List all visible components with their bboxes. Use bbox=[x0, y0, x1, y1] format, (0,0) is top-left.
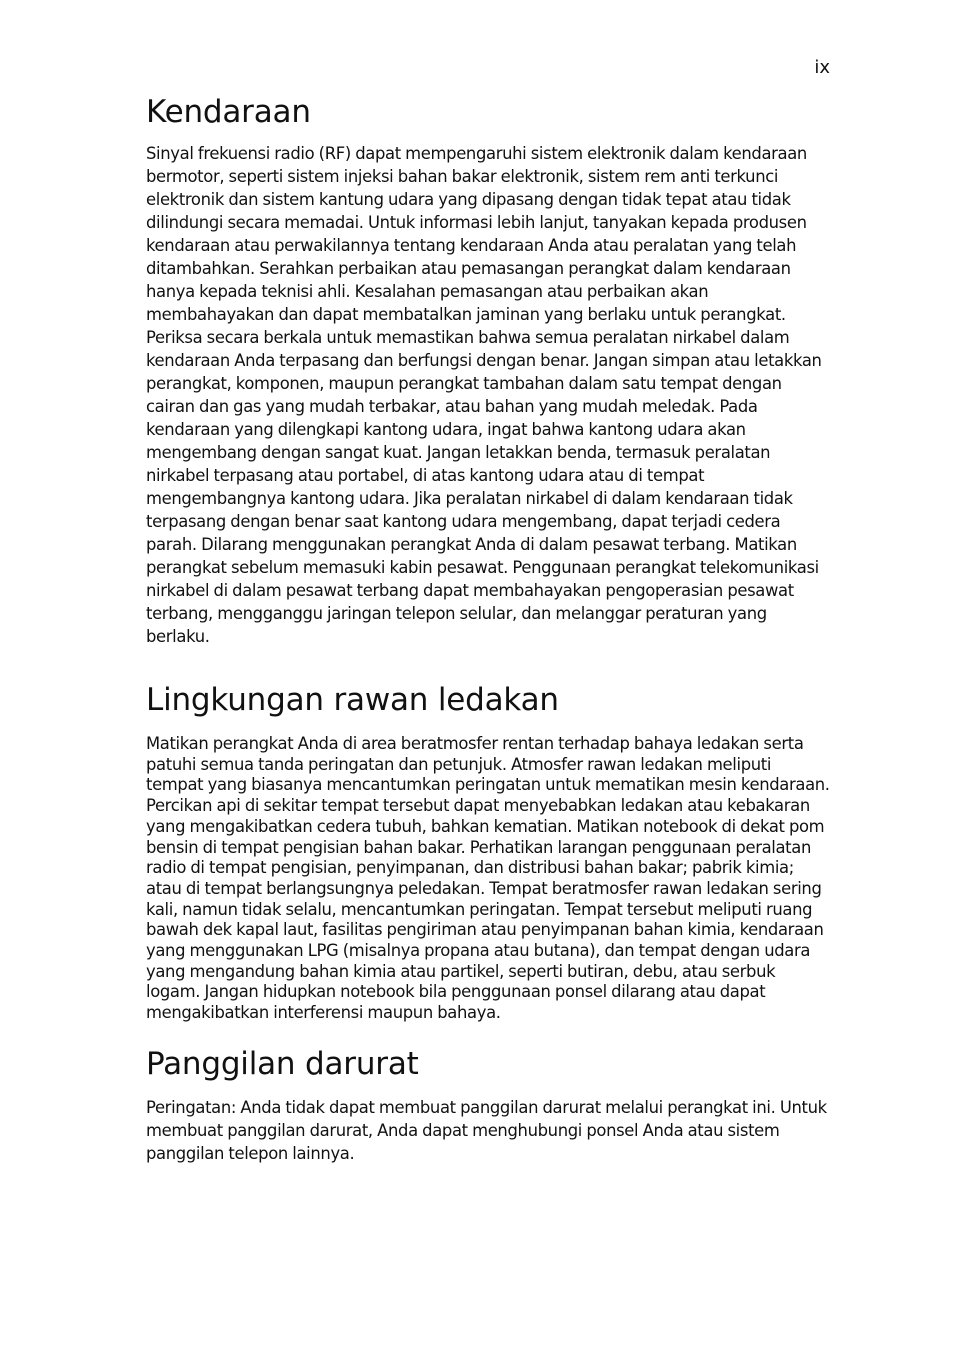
section-title-panggilan: Panggilan darurat bbox=[146, 1045, 419, 1082]
section-lingkungan-rawan-ledakan bbox=[146, 680, 830, 1024]
page-number: ix bbox=[814, 57, 830, 78]
section-body-kendaraan: Sinyal frekuensi radio (RF) dapat mempengaruhi sistem elektronik dalam kendaraan bermotor, seperti sistem injeksi bahan bakar elektronik, sistem rem anti terkunci elektronik dan sistem kantung udara yang dipasang dengan tidak tepat atau tidak dilindungi secara memadai. Untuk informasi lebih lanjut, tanyakan kepada produsen kendaraan atau perwakilannya tentang kendaraan Anda atau peralatan yang telah ditambahkan. Serahkan perbaikan atau pemasangan perangkat dalam kendaraan hanya kepada teknisi ahli. Kesalahan pemasangan atau perbaikan akan membahayakan dan dapat membatalkan jaminan yang berlaku untuk perangkat. Periksa secara berkala untuk memastikan bahwa semua peralatan nirkabel dalam kendaraan Anda terpasang dan berfungsi dengan benar. Jangan simpan atau letakkan perangkat, komponen, maupun perangkat tambahan dalam satu tempat dengan cairan dan gas yang mudah terbakar, atau bahan yang mudah meledak. Pada kendaraan yang dilengkapi kantong udara, ingat bahwa kantong udara akan mengembang dengan sangat kuat. Jangan letakkan benda, termasuk peralatan nirkabel terpasang atau portabel, di atas kantong udara atau di tempat mengembangnya kantong udara. Jika peralatan nirkabel di dalam kendaraan tidak terpasang dengan benar saat kantong udara mengembang, dapat terjadi cedera parah. Dilarang menggunakan perangkat Anda di dalam pesawat terbang. Matikan perangkat sebelum memasuki kabin pesawat. Penggunaan perangkat telekomunikasi nirkabel di dalam pesawat terbang dapat membahayakan pengoperasian pesawat terbang, mengganggu jaringan telepon selular, dan melanggar peraturan yang berlaku. bbox=[146, 144, 822, 646]
section-title-lingkungan: Lingkungan rawan ledakan bbox=[146, 682, 559, 718]
section-panggilan-darurat bbox=[146, 1044, 830, 1165]
section-body-panggilan bbox=[146, 1096, 830, 1165]
section-kendaraan bbox=[146, 92, 830, 648]
document-body bbox=[146, 92, 830, 1165]
section-title-kendaraan: Kendaraan bbox=[146, 94, 311, 130]
section-body-lingkungan: Matikan perangkat Anda di area beratmosfer rentan terhadap bahaya ledakan serta patuhi semua tanda peringatan dan petunjuk. Atmosfer rawan ledakan meliputi tempat yang biasanya mencantumkan peringatan untuk mematikan mesin kendaraan. Percikan api di sekitar tempat tersebut dapat menyebabkan ledakan atau kebakaran yang mengakibatkan cedera tubuh, bahkan kematian. Matikan notebook di dekat pom bensin di tempat pengisian bahan bakar. Perhatikan larangan penggunaan peralatan radio di tempat pengisian, penyimpanan, dan distribusi bahan bakar; pabrik kimia; atau di tempat berlangsungnya peledakan. Tempat beratmosfer rawan ledakan sering kali, namun tidak selalu, mencantumkan peringatan. Tempat tersebut meliputi ruang bawah dek kapal laut, fasilitas pengiriman atau penyimpanan bahan kimia, kendaraan yang menggunakan LPG (misalnya propana atau butana), dan tempat dengan udara yang mengandung bahan kimia atau partikel, seperti butiran, debu, atau serbuk logam. Jangan hidupkan notebook bila penggunaan ponsel dilarang atau dapat mengakibatkan interferensi maupun bahaya. bbox=[146, 734, 830, 1023]
warning-text: Anda tidak dapat membuat panggilan darurat melalui perangkat ini. Untuk membuat panggilan darurat, Anda dapat menghubungi ponsel Anda atau sistem panggilan telepon lainnya. bbox=[146, 1097, 827, 1163]
warning-label: Peringatan: bbox=[146, 1097, 237, 1117]
